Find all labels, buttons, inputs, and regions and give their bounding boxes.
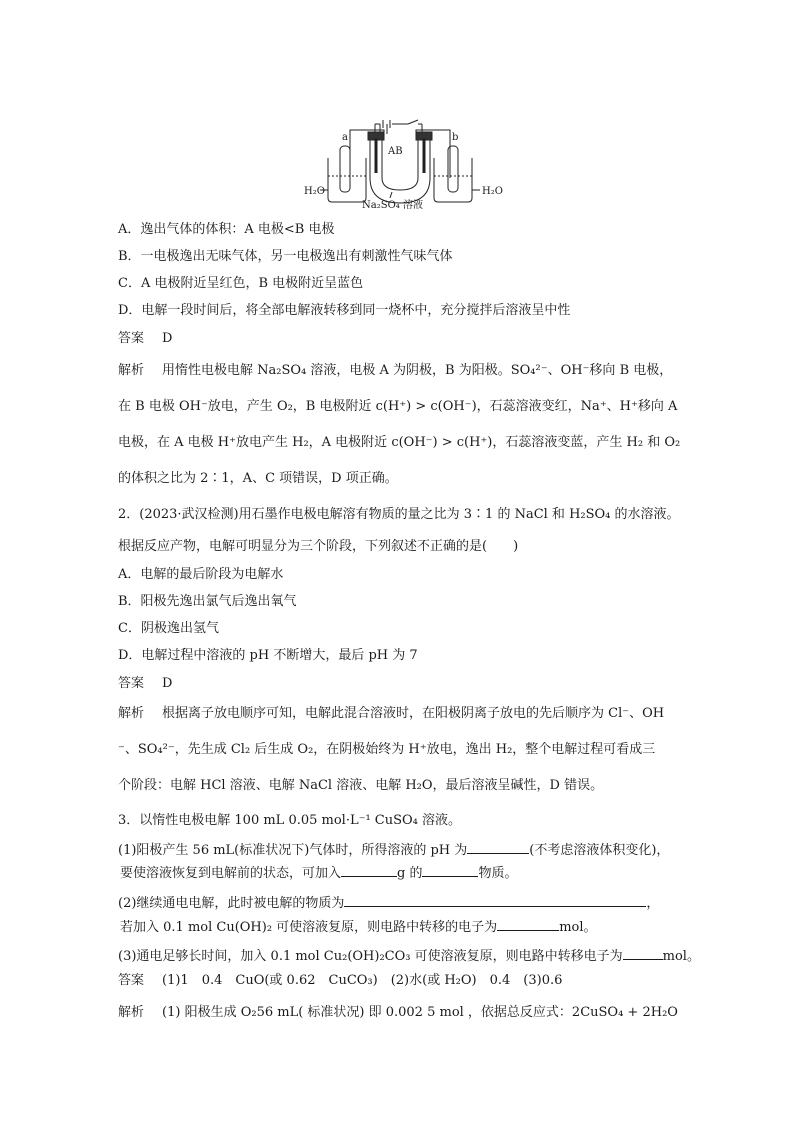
q3-part2-text: (2)继续通电电解，此时被电解的物质为 — [118, 896, 345, 911]
answer-blank — [467, 839, 529, 854]
q3-part2-text-tail: ， — [646, 896, 660, 911]
q3-part1b-text: 要使溶液恢复到电解前的状态，可加入 — [120, 866, 342, 881]
figure-label-water-right: H₂O — [482, 186, 503, 197]
q3-part2-line-1 — [118, 892, 659, 913]
q2-analysis-line-3: 个阶段：电解 HCl 溶液、电解 NaCl 溶液、电解 H₂O，最后溶液呈碱性，D 错误。 — [118, 778, 604, 793]
q3-part1-text: (1)阳极产生 56 mL(标准状况下)气体时，所得溶液的 pH 为 — [118, 843, 468, 858]
answer-label: 答案 — [118, 331, 145, 346]
answer-blank — [344, 892, 646, 907]
q3-part1b-text-mid: g 的 — [397, 866, 423, 881]
answer-blank — [623, 945, 663, 960]
q2-option-d: D．电解过程中溶液的 pH 不断增大，最后 pH 为 7 — [118, 648, 418, 663]
q1-answer — [118, 330, 172, 348]
answer-blank — [341, 862, 397, 877]
answer-blank — [422, 862, 478, 877]
q1-option-d: D．电解一段时间后，将全部电解液转移到同一烧杯中，充分搅拌后溶液呈中性 — [118, 303, 571, 318]
answer-label: 答案 — [118, 676, 145, 691]
analysis-label: 解析 — [118, 1005, 145, 1020]
q2-answer — [118, 675, 172, 693]
q2-option-b: B．阳极先逸出氯气后逸出氧气 — [118, 594, 297, 609]
q3-analysis-line-1 — [118, 1004, 678, 1022]
q1-analysis-line-3: 电极，在 A 电极 H⁺放电产生 H₂，A 电极附近 c(OH⁻) > c(H⁺)，石蕊溶液变蓝，产生 H₂ 和 O₂ — [118, 435, 681, 450]
answer-value: D — [162, 331, 173, 346]
electrolysis-apparatus-figure — [300, 118, 503, 211]
q3-part3 — [118, 945, 700, 966]
q3-part2-line-2 — [120, 916, 597, 937]
analysis-label: 解析 — [118, 363, 145, 378]
q3-part2b-text-tail: mol。 — [559, 920, 597, 935]
q1-analysis-line-1 — [118, 362, 672, 380]
q3-part2b-text: 若加入 0.1 mol Cu(OH)₂ 可使溶液复原，则电路中转移的电子为 — [120, 920, 498, 935]
figure-label-b: b — [452, 132, 459, 143]
analysis-text: 用惰性电极电解 Na₂SO₄ 溶液，电极 A 为阴极，B 为阳极。SO₄²⁻、OH⁻移向 B 电极， — [162, 363, 673, 378]
answer-value: (1)1 0.4 CuO(或 0.62 CuCO₃) (2)水(或 H₂O) 0.4 (3)0.6 — [162, 973, 563, 988]
q3-answer — [118, 972, 562, 990]
q2-analysis-line-2: ⁻、SO₄²⁻，先生成 Cl₂ 后生成 O₂，在阴极始终为 H⁺放电，逸出 H₂，整个电解过程可看成三 — [118, 742, 656, 757]
q2-option-a: A．电解的最后阶段为电解水 — [118, 567, 284, 582]
q3-part3-text-tail: mol。 — [662, 949, 700, 964]
q3-part1-line-2 — [120, 862, 518, 883]
q3-part1-line-1 — [118, 839, 669, 860]
q2-stem-line-1: 2．(2023·武汉检测)用石墨作电极电解溶有物质的量之比为 3∶1 的 NaCl 和 H₂SO₄ 的水溶液。 — [118, 507, 680, 522]
figure-label-a: a — [342, 132, 348, 143]
figure-label-solution: Na₂SO₄ 溶液 — [362, 200, 423, 211]
figure-label-water-left: H₂O — [304, 186, 325, 197]
q1-analysis-line-2: 在 B 电极 OH⁻放电，产生 O₂，B 电极附近 c(H⁺) > c(OH⁻)，石蕊溶液变红，Na⁺、H⁺移向 A — [118, 399, 678, 414]
answer-value: D — [162, 676, 173, 691]
q2-stem-line-2: 根据反应产物，电解可明显分为三个阶段，下列叙述不正确的是( ) — [118, 539, 519, 554]
figure-label-ab: AB — [388, 146, 403, 157]
q2-analysis-line-1 — [118, 705, 664, 723]
q3-part1-text-tail: (不考虑溶液体积变化)， — [529, 843, 670, 858]
q3-stem: 3．以惰性电极电解 100 mL 0.05 mol·L⁻¹ CuSO₄ 溶液。 — [118, 813, 462, 828]
answer-blank — [497, 916, 559, 931]
q1-analysis-line-4: 的体积之比为 2∶1，A、C 项错误，D 项正确。 — [118, 471, 398, 486]
q3-part3-text: (3)通电足够长时间，加入 0.1 mol Cu₂(OH)₂CO₃ 可使溶液复原，则电路中转移电子为 — [118, 949, 623, 964]
q1-option-a: A．逸出气体的体积：A 电极<B 电极 — [118, 222, 335, 237]
analysis-text: (1) 阳极生成 O₂56 mL( 标准状况) 即 0.002 5 mol ，依据总反应式：2CuSO₄ + 2H₂O — [162, 1005, 678, 1020]
q1-option-b: B．一电极逸出无味气体，另一电极逸出有刺激性气味气体 — [118, 249, 453, 264]
answer-label: 答案 — [118, 973, 145, 988]
analysis-text: 根据离子放电顺序可知，电解此混合溶液时，在阳极阴离子放电的先后顺序为 Cl⁻、OH — [162, 706, 665, 721]
q2-option-c: C．阴极逸出氢气 — [118, 621, 219, 636]
analysis-label: 解析 — [118, 706, 145, 721]
q3-part1b-text-tail: 物质。 — [478, 866, 518, 881]
q1-option-c: C．A 电极附近呈红色，B 电极附近呈蓝色 — [118, 276, 364, 291]
